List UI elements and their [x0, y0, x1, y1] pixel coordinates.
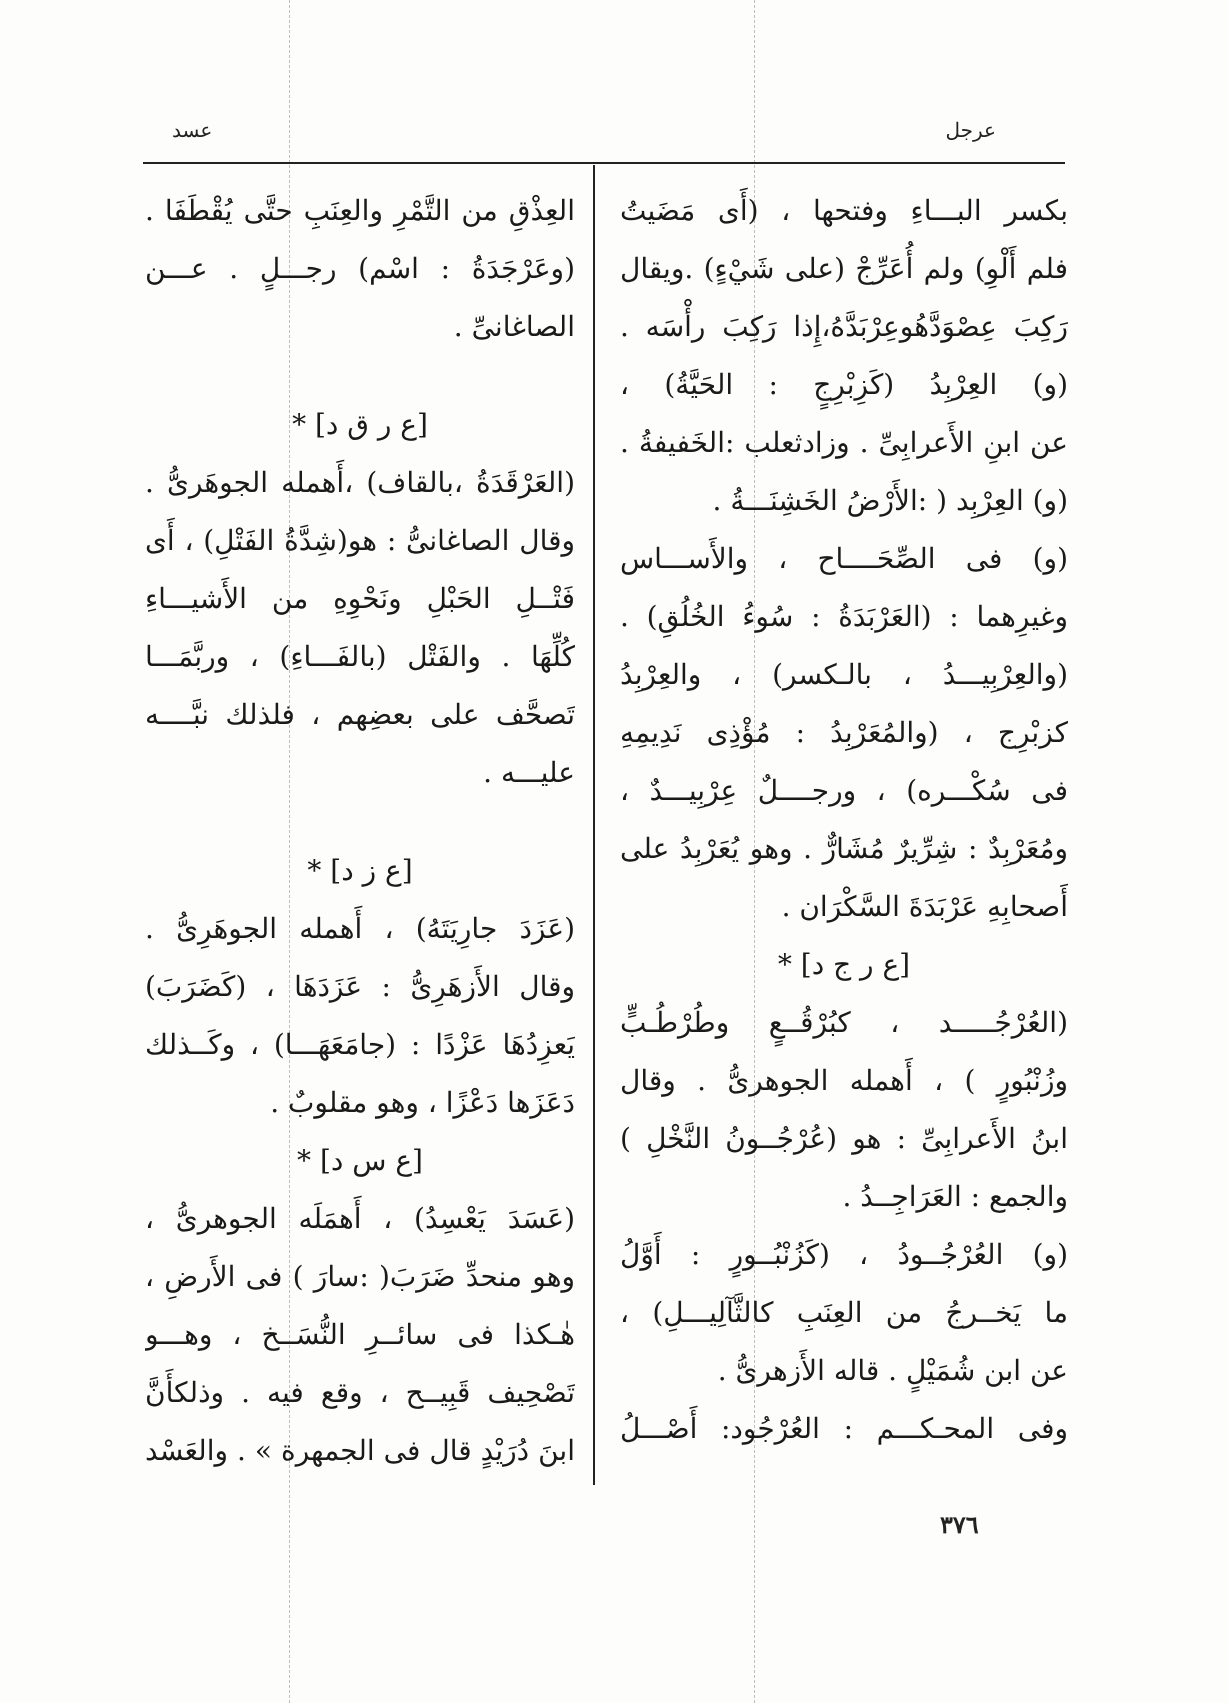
text-line: فَتْــلِ الحَبْلِ ونَحْوِهِ من الأَشيـــاءِ	[145, 582, 575, 615]
text-line: الصاغانىِّ .	[453, 310, 575, 343]
text-line: ما يَخــرجُ من العِنَبِ كالثَّآلِيـــلِ) ،	[620, 1296, 1068, 1329]
text-line: بكسر البـــاءِ وفتحها ، (أَى مَضَيتُ	[620, 194, 1068, 227]
text-line: كُلِّهَا . والفَتْل (بالفَـــاءِ) ، وربَّمَـــا	[145, 640, 575, 673]
text-line: وهو منحدِّ ضَرَبَ( :سارَ ) فى الأَرضِ ،	[145, 1260, 575, 1293]
entry-heading: [ع ز د] *	[307, 854, 413, 887]
text-line: (العُرْجُـــــد ، كبُرْقُــعٍ وطُرْطُـبٍّ	[620, 1006, 1068, 1039]
text-line: وقال الصاغانىُّ : هو(شِدَّةُ الفَتْلِ) ، أَى	[145, 524, 575, 557]
text-line: (و) العُرْجُــودُ ، (كَزُنْبُــورٍ : أَوَّلُ	[620, 1238, 1068, 1271]
column-divider	[593, 165, 595, 1485]
spacer	[145, 356, 575, 396]
text-line: العِذْقِ من التَّمْرِ والعِنَبِ حتَّى يُقْطَفَا .	[145, 194, 575, 227]
header-left-word: عسد	[172, 118, 213, 142]
text-line: وقال الأَزهَرِىُّ : عَزَدَهَا ، (كَضَرَبَ)	[145, 970, 575, 1003]
left-column	[145, 182, 575, 1480]
text-line: عليـــه .	[483, 756, 575, 789]
text-line: عن ابن شُمَيْلٍ . قاله الأَزهرىُّ .	[717, 1354, 1068, 1387]
text-line: يَعزِدُهَا عَزْدًا : (جامَعَهَـــا) ، وكَــذلك	[145, 1028, 575, 1061]
text-line: هٰـكذا فى سائــرِ النُّسَــخ ، وهـــو	[145, 1318, 575, 1351]
text-line: (و) العِرْبِد ( :الأَرْضُ الخَشِنَـــةُ .	[712, 484, 1068, 517]
text-line: وغيرِهما : (العَرْبَدَةُ : سُوءُ الخُلُقِ) .	[620, 600, 1068, 633]
text-line: (و) العِرْبِدُ (كَزِبْرِجٍ : الحَيَّةُ) ،	[620, 368, 1068, 401]
text-line: تَصْحِيف قَبِيــح ، وقع فيه . وذلكأَنَّ	[145, 1376, 575, 1409]
text-line: ابنُ الأَعرابِىِّ : هو (عُرْجُــونُ النَّخْلِ )	[620, 1122, 1068, 1155]
entry-heading: [ع س د] *	[297, 1144, 423, 1177]
header-rule	[143, 162, 1065, 164]
text-line: وزُنْبُورٍ ) ، أَهمله الجوهرىُّ . وقال	[620, 1064, 1068, 1097]
page-number: ٣٧٦	[940, 1510, 979, 1539]
text-line: والجمع : العَرَاجِــدُ .	[842, 1180, 1068, 1213]
text-line: وفى المحـكـــم : العُرْجُود: أَصْـــلُ	[620, 1412, 1068, 1445]
header-right-word: عرجل	[945, 118, 996, 142]
text-line: كزبْرِج ، (والمُعَرْبِدُ : مُؤْذِى نَدِيمِهِ	[620, 716, 1068, 749]
text-line: (العَرْقَدَةُ ،بالقاف) ،أَهمله الجوهَرىُّ .	[145, 466, 575, 499]
text-line: ابنَ دُرَيْدٍ قال فى الجمهرة » . والعَسْد	[145, 1434, 575, 1467]
text-line: فلم أَلْوِ) ولم أُعَرِّجْ (على شَيْءٍ) .ويقال	[620, 252, 1068, 285]
text-line: ومُعَرْبِدٌ : شِرِّيرٌ مُشَارٌّ . وهو يُعَرْبِدُ على	[620, 832, 1068, 865]
text-line: عن ابنِ الأَعرابِىِّ . وزادثعلب :الخَفيفةُ .	[620, 426, 1068, 459]
entry-heading: [ع ر ق د] *	[292, 408, 428, 441]
text-line: (و) فى الصِّحَــــاح ، والأَســـاس	[620, 542, 1068, 575]
text-line: تَصحَّف على بعضِهم ، فلذلك نبَّــــه	[145, 698, 575, 731]
text-line: (عَسَدَ يَعْسِدُ) ، أَهمَلَه الجوهرىُّ ،	[145, 1202, 575, 1235]
text-line: أَصحابِهِ عَرْبَدَةَ السَّكْرَان .	[781, 890, 1068, 923]
text-line: رَكِبَ عِصْوَدَّهُوعِرْبَدَّهُ،إِذا رَكِبَ رأْسَه .	[620, 310, 1068, 343]
text-line: فى سُكْـــره) ، ورجــــلٌ عِرْبِيـــدٌ ،	[620, 774, 1068, 807]
entry-heading: [ع ر ج د] *	[777, 948, 911, 981]
text-line: (عَزَدَ جارِيَتَهُ) ، أَهمله الجوهَرِىُّ .	[145, 912, 575, 945]
right-column	[620, 182, 1068, 1458]
text-line: (والعِرْبِيـــدُ ، بالـكسر) ، والعِرْبِدُ	[620, 658, 1068, 691]
text-line: (وعَرْجَدَةُ : اسْم) رجـــلٍ . عـــن	[145, 252, 575, 285]
spacer	[145, 802, 575, 842]
text-line: دَعَزَها دَعْزًا ، وهو مقلوبٌ .	[270, 1086, 575, 1119]
